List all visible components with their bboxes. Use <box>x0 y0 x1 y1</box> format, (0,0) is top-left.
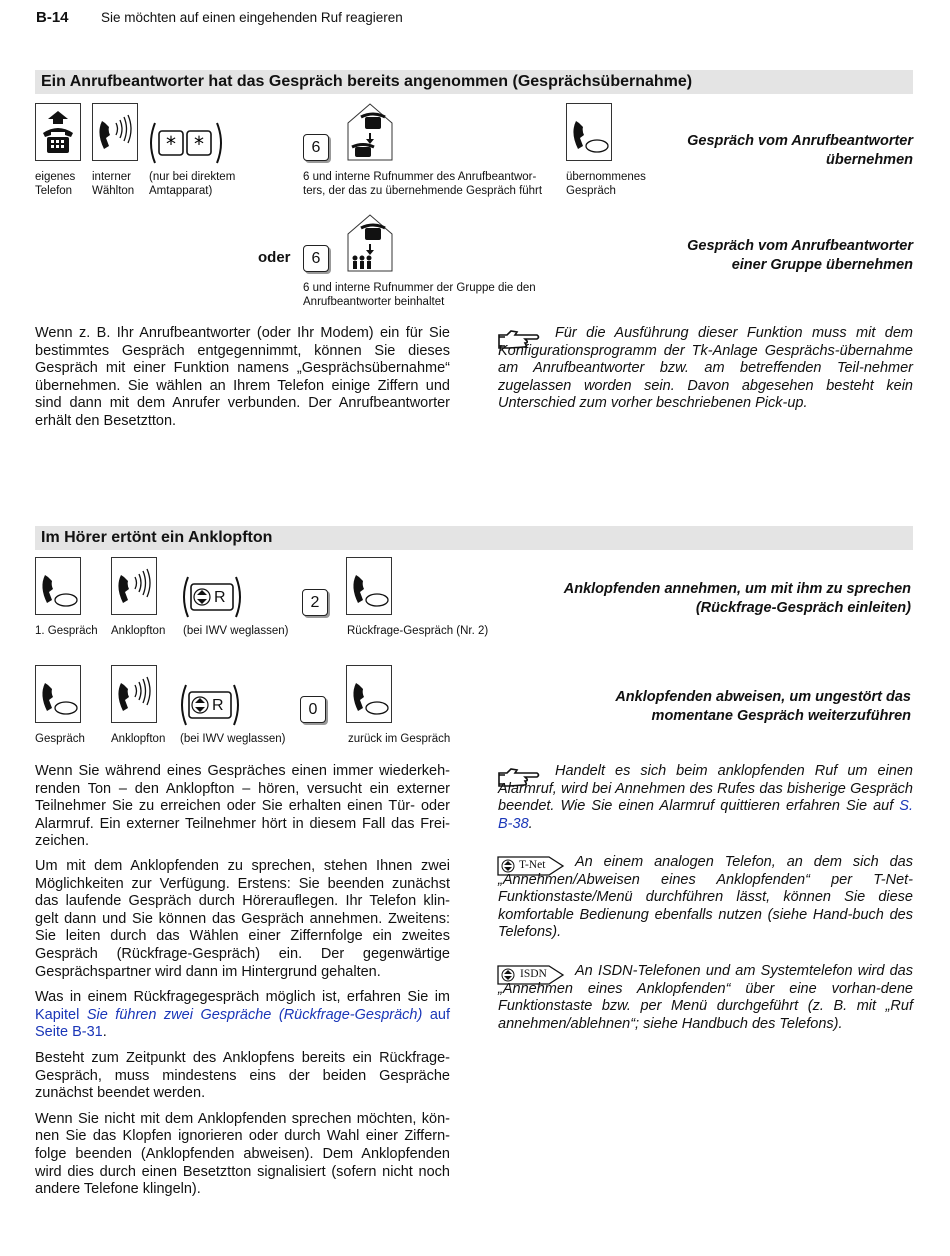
section2-body <box>35 763 450 859</box>
key-6: 6 <box>303 134 329 161</box>
paragraph <box>35 989 450 1042</box>
link-kapitel[interactable]: Kapitel <box>35 1006 87 1023</box>
caption-waiting-tone: Anklopfton <box>111 733 166 745</box>
house-transfer-icon <box>347 103 393 161</box>
caption-phone: eigenes Telefon <box>35 171 76 197</box>
caption-group: 6 und interne Rufnummer der Gruppe die den Anrufbeantworter beinhaltet <box>303 282 536 308</box>
key-6-group: 6 <box>303 245 329 272</box>
alarm-note-end: . <box>528 815 533 832</box>
star-keys-icon <box>147 121 225 167</box>
link-title[interactable]: Sie führen zwei Gespräche (Rückfrage-Gespräch) <box>86 1006 423 1023</box>
section2-body-2 <box>35 858 450 1207</box>
section-heading-bar-2 <box>35 526 913 550</box>
caption-taken: übernommenes Gespräch <box>566 171 646 197</box>
paragraph: Wenn Sie nicht mit dem Anklopfenden sprechen möchten, kön-nen Sie das Klopfen ignorieren oder durch Wahl einer Ziffern-folge beenden (Anklopfenden abweisen). Dem Anklopfenden wird dies durch einen Besetztton signalisiert (sofern nicht noch andere Telefone klingeln). <box>35 1110 450 1198</box>
handset-bubble-icon <box>35 665 81 723</box>
page-link[interactable]: S. B-38 <box>498 798 913 832</box>
dial-tone-icon <box>92 103 138 161</box>
section1-body: Wenn z. B. Ihr Anrufbeantworter (oder Ihr Modem) ein für Sie bestimmtes Gespräch entgegennimmt, können Sie dieses Gespräch mit einer Funktion namens „Gesprächsübernahme“ übernehmen. Sie wählen an Ihrem Telefon einige Ziffern und sind dann mit dem Anrufer verbunden. Der Anrufbeantworter erhält den Besetztton. <box>35 325 450 429</box>
paragraph: Wenn Sie während eines Gespräches einen immer wiederkeh-renden Ton – den Anklopfton – hören, versucht ein externer Teilnehmer Sie zu erreichen oder Sie erhalten einen Tür- oder Alarmruf. Ein externer Teilnehmer hört in diesem Fall das Frei-zeichen. <box>35 763 450 850</box>
tnet-note: An einem analogen Telefon, an dem sich das „Annehmen/Abweisen eines Anklopfenden“ per T-Net-Funktionstaste/Menü durchführen lässt, können Sie diese komfortable Bedienung ebenfalls nutzen (siehe Hand-buch des Telefons). <box>498 854 913 941</box>
caption-back: zurück im Gespräch <box>348 733 451 745</box>
section1-note: Für die Ausführung dieser Funktion muss mit dem Konfigurationsprogramm der Tk-Anlage Gesprächs-übernahme am Anrufbeantworter bzw. am betreffenden Teil-nehmer zugelassen worden sein. Davon abgesehen besteht kein Unterschied zum vorher beschriebenen Pick-up. <box>498 325 913 412</box>
caption-waiting-tone: Anklopfton <box>111 625 166 637</box>
handset-bubble-icon <box>35 557 81 615</box>
handset-bubble-icon <box>346 557 392 615</box>
phone-lift-icon <box>35 103 81 161</box>
paragraph: Um mit dem Anklopfenden zu sprechen, stehen Ihnen zwei Möglichkeiten zur Verfügung. Erstens: Sie beenden zunächst das laufende Gespräch durch Hörerauflegen. Ihr Telefon klin-gelt dann und Sie können das Gespräch annehmen. Zweitens: Sie leiten durch das Wählen einer Ziffernfolge ein zweites Gespräch (Rückfrage-Gespräch) ein. Der gegenwärtige Gesprächspartner wird dann im Hintergrund gehalten. <box>35 858 450 980</box>
link-page[interactable]: auf Seite B-31 <box>35 1006 450 1041</box>
recall-key-label: R <box>212 697 224 714</box>
paragraph-end: . <box>102 1024 107 1041</box>
caption-iwv: (bei IWV weglassen) <box>183 625 289 637</box>
oder-label: oder <box>258 249 291 266</box>
alarm-note <box>498 763 913 833</box>
chapter-link[interactable] <box>35 1007 450 1041</box>
action-title-group: Gespräch vom Anrufbeantworter einer Gruppe übernehmen <box>687 238 913 273</box>
caption-dial: interner Wählton <box>92 171 135 197</box>
action-title-accept: Anklopfenden annehmen, um mit ihm zu sprechen (Rückfrage-Gespräch einleiten) <box>563 581 911 616</box>
handset-bubble-icon <box>566 103 612 161</box>
handset-bubble-icon <box>346 665 392 723</box>
key-2: 2 <box>302 589 328 616</box>
caption-star: (nur bei direktem Amtapparat) <box>149 171 236 197</box>
caption-number: 6 und interne Rufnummer des Anrufbeantwor- ters, der das zu übernehmende Gespräch führt <box>303 171 543 197</box>
key-0: 0 <box>300 696 326 723</box>
page-number: B-14 <box>36 9 69 26</box>
section-heading: Ein Anrufbeantworter hat das Gespräch bereits angenommen (Gesprächsübernahme) <box>41 73 693 90</box>
paragraph: Besteht zum Zeitpunkt des Anklopfens bereits ein Rückfrage-Gespräch, muss mindestens eins der beiden Gespräche zunächst beendet werden. <box>35 1049 450 1102</box>
alarm-note-text: Handelt es sich beim anklopfenden Ruf um einen Alarmruf, wird bei Annehmen des Rufes das bisherige Gespräch beendet. Wie Sie einen Alarmruf quittieren erfahren Sie auf <box>498 763 913 815</box>
caption-consult: Rückfrage-Gespräch (Nr. 2) <box>347 625 489 637</box>
action-title-reject: Anklopfenden abweisen, um ungestört das momentane Gespräch weiterzuführen <box>615 689 911 724</box>
action-title-takeover: Gespräch vom Anrufbeantworter übernehmen <box>687 133 913 168</box>
caption-call: Gespräch <box>35 733 85 745</box>
call-waiting-tone-icon <box>111 557 157 615</box>
svg-text:*: * <box>166 132 176 156</box>
isdn-label: ISDN <box>520 968 547 980</box>
tnet-label: T-Net <box>519 859 546 871</box>
svg-text:*: * <box>194 132 204 156</box>
recall-key-icon <box>180 575 244 621</box>
section-heading-bar <box>35 70 913 94</box>
recall-key-icon <box>178 683 242 729</box>
section-heading-2: Im Hörer ertönt ein Anklopfton <box>41 529 273 546</box>
recall-key-label: R <box>214 589 226 606</box>
caption-iwv: (bei IWV weglassen) <box>180 733 286 745</box>
house-group-icon <box>347 214 393 272</box>
paragraph-text: Was in einem Rückfragegespräch möglich ist, erfahren Sie im <box>35 989 450 1006</box>
isdn-note: An ISDN-Telefonen und am Systemtelefon wird das „Annehmen eines Anklopfenden“ über eine vorhan-dene Funktionstaste bzw. per Menü durchgeführt (z. B. mit „Ruf annehmen/ablehnen“; siehe Handbuch des Telefons). <box>498 963 913 1032</box>
caption-first-call: 1. Gespräch <box>35 625 98 637</box>
call-waiting-tone-icon <box>111 665 157 723</box>
page-title: Sie möchten auf einen eingehenden Ruf reagieren <box>101 10 403 25</box>
